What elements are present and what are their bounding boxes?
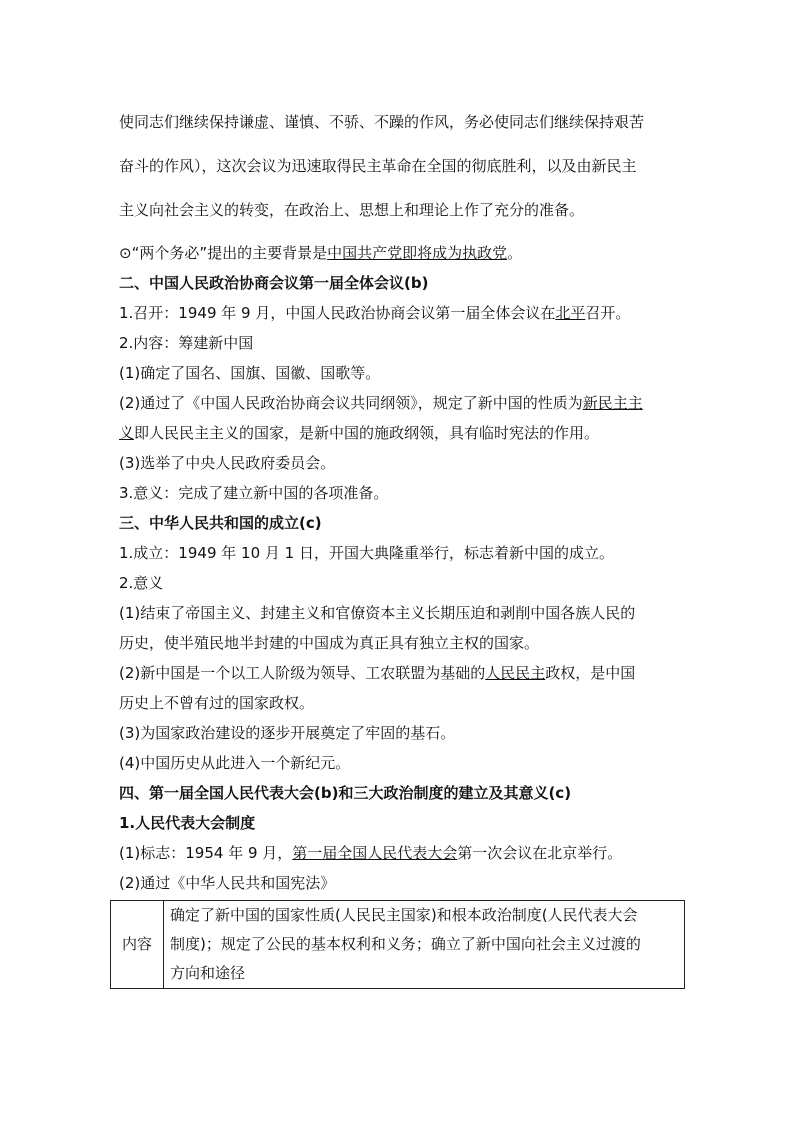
sec3-sub-2-underlined: 人民民主	[485, 664, 546, 682]
table-line-2: 制度)；规定了公民的基本权利和义务；确立了新中国向社会主义过渡的	[170, 935, 641, 953]
sec2-sub-2-text: (2)通过了《中国人民政治协商会议共同纲领》，规定了新中国的性质为	[119, 394, 583, 412]
sec2-item-1-text: 1.召开：1949 年 9 月，中国人民政治协商会议第一届全体会议在	[119, 304, 556, 322]
sec2-sub-2-line-2	[119, 418, 684, 448]
sec4-sub-1	[119, 838, 684, 868]
constitution-content-table	[110, 900, 685, 989]
sec2-item-2: 2.内容：筹建新中国	[119, 334, 254, 352]
sec2-item-3: 3.意义：完成了建立新中国的各项准备。	[119, 484, 389, 502]
note-underlined: 中国共产党即将成为执政党	[327, 244, 508, 262]
sec4-sub-1-underlined: 第一届全国人民代表大会	[292, 844, 458, 862]
table-header-cell: 内容	[111, 901, 164, 989]
table-line-1: 确定了新中国的国家性质(人民民主国家)和根本政治制度(人民代表大会	[170, 906, 638, 924]
sec3-sub-1-line-2: 历史，使半殖民地半封建的中国成为真正具有独立主权的国家。	[119, 634, 540, 652]
intro-line-2: 奋斗的作风），这次会议为迅速取得民主革命在全国的彻底胜利，以及由新民主	[119, 157, 637, 175]
document-content	[119, 100, 684, 989]
note-suffix: 。	[507, 244, 523, 262]
sec2-sub-2-underlined-a: 新民主主	[582, 394, 643, 412]
sec2-sub-1: (1)确定了国名、国旗、国徽、国歌等。	[119, 364, 381, 382]
sec3-sub-2-line-1	[119, 658, 684, 688]
sec4-sub-1-text: (1)标志：1954 年 9 月，	[119, 844, 293, 862]
sec3-sub-2-end: 政权，是中国	[545, 664, 636, 682]
note-line	[119, 238, 684, 268]
section-3-title: 三、中华人民共和国的成立(c)	[119, 514, 322, 532]
sec3-item-2: 2.意义	[119, 574, 164, 592]
table-content-cell	[164, 901, 685, 989]
sec2-sub-2-underlined-b: 义	[119, 424, 135, 442]
sec4-sub-2: (2)通过《中华人民共和国宪法》	[119, 874, 336, 892]
sec2-sub-3: (3)选举了中央人民政府委员会。	[119, 454, 336, 472]
table-row	[111, 901, 685, 989]
section-2-title: 二、中国人民政治协商会议第一届全体会议(b)	[119, 274, 429, 292]
intro-line-1: 使同志们继续保持谦虚、谨慎、不骄、不躁的作风，务必使同志们继续保持艰苦	[119, 113, 645, 131]
sec2-sub-2-line-1	[119, 388, 684, 418]
sec2-item-1	[119, 298, 684, 328]
sec3-sub-3: (3)为国家政治建设的逐步开展奠定了牢固的基石。	[119, 724, 456, 742]
section-4-title: 四、第一届全国人民代表大会(b)和三大政治制度的建立及其意义(c)	[119, 784, 572, 802]
intro-line-3: 主义向社会主义的转变，在政治上、思想上和理论上作了充分的准备。	[119, 201, 585, 219]
sec2-sub-2-end: 即人民民主主义的国家，是新中国的施政纲领，具有临时宪法的作用。	[134, 424, 600, 442]
sec4-sub-1-end: 第一次会议在北京举行。	[457, 844, 623, 862]
sec3-sub-4: (4)中国历史从此进入一个新纪元。	[119, 754, 351, 772]
sec3-sub-2-text: (2)新中国是一个以工人阶级为领导、工农联盟为基础的	[119, 664, 486, 682]
sec2-item-1-end: 召开。	[585, 304, 631, 322]
table-line-3: 方向和途径	[170, 964, 246, 982]
sec3-sub-1-line-1: (1)结束了帝国主义、封建主义和官僚资本主义长期压迫和剥削中国各族人民的	[119, 604, 636, 622]
note-prefix: ⊙“两个务必”提出的主要背景是	[119, 244, 328, 262]
sec3-item-1: 1.成立：1949 年 10 月 1 日，开国大典隆重举行，标志着新中国的成立。	[119, 544, 614, 562]
sec3-sub-2-line-2: 历史上不曾有过的国家政权。	[119, 694, 315, 712]
sec2-item-1-underlined: 北平	[555, 304, 586, 322]
sec4-item-1: 1.人民代表大会制度	[119, 814, 256, 832]
